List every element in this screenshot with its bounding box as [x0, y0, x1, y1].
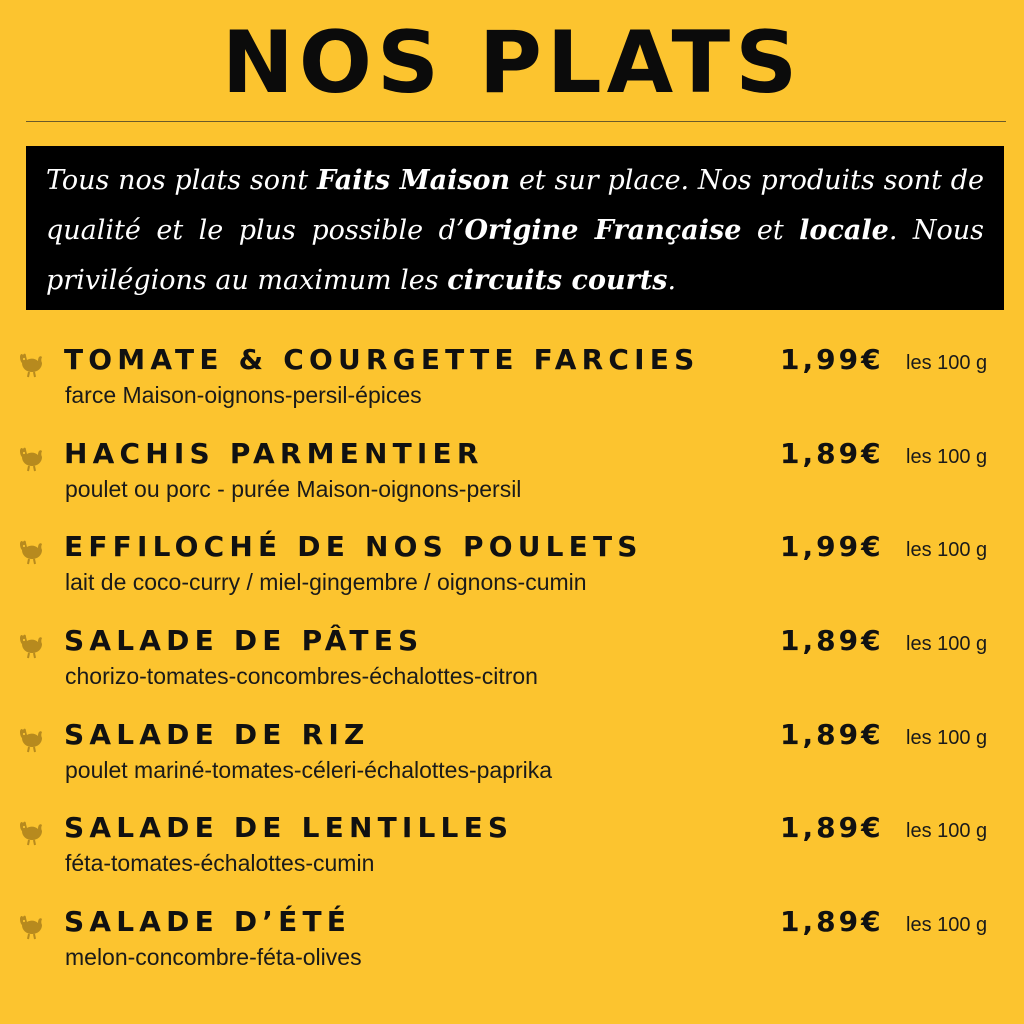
chicken-icon	[18, 723, 44, 753]
menu-item-description: chorizo-tomates-concombres-échalottes-citron	[65, 663, 538, 689]
menu-item-price: 1,89€	[780, 905, 884, 938]
title-divider	[26, 121, 1006, 122]
menu-item-description: farce Maison-oignons-persil-épices	[65, 382, 422, 408]
menu-item	[0, 621, 1024, 701]
intro-highlight-faits-maison: Faits Maison	[317, 165, 511, 196]
intro-text-4: . Nous privilégions au maximum les	[46, 215, 984, 296]
menu-item-name: SALADE DE LENTILLES	[64, 811, 514, 844]
menu-item-name: SALADE D’ÉTÉ	[64, 905, 352, 938]
menu-item-name: SALADE DE PÂTES	[64, 624, 424, 657]
chicken-icon	[18, 348, 44, 378]
menu-item-description: féta-tomates-échalottes-cumin	[65, 850, 375, 876]
menu-item-description: lait de coco-curry / miel-gingembre / oignons-cumin	[65, 569, 587, 595]
page-title: NOS PLATS	[221, 13, 803, 113]
menu-item-name: TOMATE & COURGETTE FARCIES	[64, 343, 700, 376]
chicken-icon	[18, 442, 44, 472]
menu-item-name: HACHIS PARMENTIER	[64, 437, 484, 470]
menu-item-description: melon-concombre-féta-olives	[65, 944, 362, 970]
menu-item-price: 1,99€	[780, 343, 884, 376]
menu-item-price: 1,89€	[780, 437, 884, 470]
menu-item-unit: les 100 g	[906, 914, 988, 936]
chicken-icon	[18, 816, 44, 846]
menu-item-unit: les 100 g	[906, 539, 988, 561]
menu-item-unit: les 100 g	[906, 446, 988, 468]
intro-text-3: et	[741, 215, 800, 246]
menu-item-description: poulet mariné-tomates-céleri-échalottes-paprika	[65, 757, 553, 783]
menu-item-unit: les 100 g	[906, 727, 988, 749]
menu-item-price: 1,89€	[780, 718, 884, 751]
intro-highlight-origine: Origine Française	[464, 215, 742, 246]
intro-text-2: et sur place. Nos produits sont de qualité et le plus possible d’	[46, 165, 984, 246]
menu-item	[0, 434, 1024, 514]
menu-item-unit: les 100 g	[906, 820, 988, 842]
menu-item-price: 1,99€	[780, 530, 884, 563]
chicken-icon	[18, 629, 44, 659]
intro-box	[26, 146, 1004, 310]
intro-highlight-circuits: circuits courts	[447, 265, 668, 296]
menu-item	[0, 527, 1024, 607]
menu-item	[0, 808, 1024, 888]
menu-item-price: 1,89€	[780, 624, 884, 657]
menu-item-name: SALADE DE RIZ	[64, 718, 370, 751]
menu-item-name: EFFILOCHÉ DE NOS POULETS	[64, 530, 643, 563]
menu-item	[0, 715, 1024, 795]
menu-item	[0, 340, 1024, 420]
chicken-icon	[18, 535, 44, 565]
intro-highlight-locale: locale	[799, 215, 889, 246]
menu-item-description: poulet ou porc - purée Maison-oignons-persil	[65, 476, 522, 502]
menu-item-unit: les 100 g	[906, 633, 988, 655]
menu-item-unit: les 100 g	[906, 352, 988, 374]
menu-item	[0, 902, 1024, 982]
intro-text-5: .	[667, 265, 677, 296]
chicken-icon	[18, 910, 44, 940]
intro-text-1: Tous nos plats sont	[46, 165, 318, 196]
menu-item-price: 1,89€	[780, 811, 884, 844]
